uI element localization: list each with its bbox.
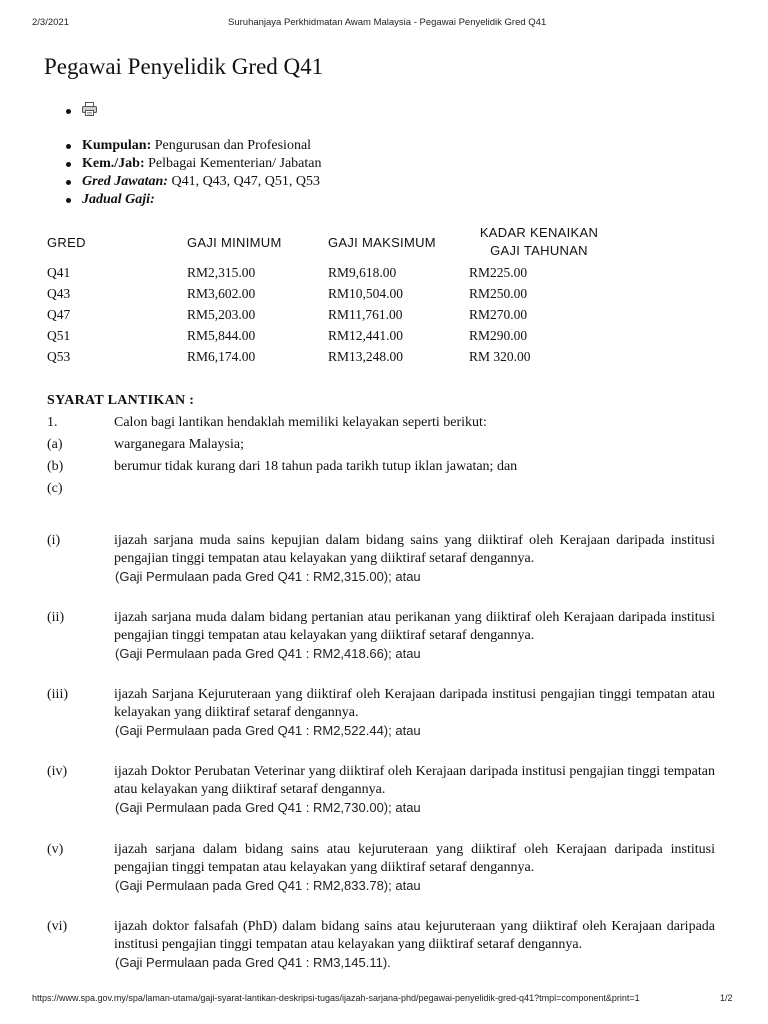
header-gaji-minimum: GAJI MINIMUM xyxy=(187,234,282,250)
cell-gred: Q43 xyxy=(47,285,71,301)
qual-text: ijazah Doktor Perubatan Veterinar yang diiktiraf oleh Kerajaan daripada institusi pengajian tinggi tempatan atau kelayakan yang diiktiraf setaraf dengannya. xyxy=(114,764,715,797)
meta-kementerian xyxy=(64,155,321,173)
table-row xyxy=(44,304,612,325)
meta-gred xyxy=(64,173,321,191)
qualification-iii xyxy=(47,686,715,740)
table-row xyxy=(44,346,612,367)
cell-max: RM11,761.00 xyxy=(328,306,403,322)
meta-list xyxy=(64,137,321,209)
qual-label: (vi) xyxy=(47,919,68,934)
table-row xyxy=(44,283,612,304)
meta-value: Pelbagai Kementerian/ Jabatan xyxy=(148,156,322,171)
qualification-i xyxy=(47,532,715,586)
cell-max: RM13,248.00 xyxy=(328,348,404,364)
qual-text: ijazah doktor falsafah (PhD) dalam bidang sains atau kejuruteraan yang diiktiraf oleh Kerajaan daripada institusi pengajian tinggi tempatan atau kelayakan yang diiktiraf setaraf dengannya. xyxy=(114,919,715,952)
qual-salary: (Gaji Permulaan pada Gred Q41 : RM2,833.78); atau xyxy=(115,878,421,893)
cell-min: RM6,174.00 xyxy=(187,348,256,364)
qual-text: ijazah sarjana muda dalam bidang pertanian atau perikanan yang diiktiraf oleh Kerajaan daripada institusi pengajian tinggi tempatan atau kelayakan yang diiktiraf setaraf dengannya. xyxy=(114,610,715,643)
cell-kenaikan: RM270.00 xyxy=(469,306,528,322)
cell-kenaikan: RM225.00 xyxy=(469,264,528,280)
cell-gred: Q47 xyxy=(47,306,71,322)
qual-salary: (Gaji Permulaan pada Gred Q41 : RM2,418.66); atau xyxy=(115,646,421,661)
header-kadar-line2: GAJI TAHUNAN xyxy=(490,243,588,258)
salary-table xyxy=(44,222,612,367)
print-header-title: Suruhanjaya Perkhidmatan Awam Malaysia - Pegawai Penyelidik Gred Q41 xyxy=(228,17,547,28)
print-page-number: 1/2 xyxy=(720,993,733,1003)
meta-label: Kumpulan: xyxy=(82,138,152,153)
meta-label: Kem./Jab: xyxy=(82,156,145,171)
syarat-title: SYARAT LANTIKAN : xyxy=(47,393,195,408)
qual-label: (iii) xyxy=(47,687,68,702)
qual-label: (ii) xyxy=(47,610,65,625)
cell-gred: Q53 xyxy=(47,348,71,364)
cell-max: RM12,441.00 xyxy=(328,327,404,343)
meta-label: Gred Jawatan: xyxy=(82,174,168,189)
qual-salary: (Gaji Permulaan pada Gred Q41 : RM3,145.11). xyxy=(115,955,391,970)
print-list xyxy=(64,102,97,120)
cell-gred: Q41 xyxy=(47,264,71,280)
table-row xyxy=(44,325,612,346)
item-label: 1. xyxy=(47,415,58,430)
qualification-ii xyxy=(47,609,715,663)
header-gaji-maksimum: GAJI MAKSIMUM xyxy=(328,234,436,250)
item-label: (b) xyxy=(47,459,64,474)
qualification-vi xyxy=(47,918,715,972)
qualification-iv xyxy=(47,763,715,817)
print-item xyxy=(64,102,97,120)
item-label: (a) xyxy=(47,437,63,452)
qualification-v xyxy=(47,841,715,895)
cell-kenaikan: RM 320.00 xyxy=(469,348,531,364)
printer-icon[interactable] xyxy=(82,102,97,116)
qual-salary: (Gaji Permulaan pada Gred Q41 : RM2,522.44); atau xyxy=(115,723,421,738)
qual-text: ijazah Sarjana Kejuruteraan yang diiktiraf oleh Kerajaan daripada institusi pengajian tinggi tempatan atau kelayakan yang diiktiraf setaraf dengannya. xyxy=(114,687,715,720)
item-text: berumur tidak kurang dari 18 tahun pada tarikh tutup iklan jawatan; dan xyxy=(114,459,518,474)
header-kadar-line1: KADAR KENAIKAN xyxy=(479,225,599,240)
cell-max: RM9,618.00 xyxy=(328,264,397,280)
meta-value: Pengurusan dan Profesional xyxy=(154,138,312,153)
print-date: 2/3/2021 xyxy=(32,17,69,28)
table-row xyxy=(44,262,612,283)
cell-gred: Q51 xyxy=(47,327,71,343)
cell-min: RM3,602.00 xyxy=(187,285,256,301)
meta-kumpulan xyxy=(64,137,321,155)
meta-jadual xyxy=(64,191,321,209)
qual-text: ijazah sarjana dalam bidang sains atau kejuruteraan yang diiktiraf oleh Kerajaan daripada institusi pengajian tinggi tempatan atau kelayakan yang diiktiraf setaraf dengannya. xyxy=(114,842,715,875)
item-text: Calon bagi lantikan hendaklah memiliki kelayakan seperti berikut: xyxy=(114,415,487,430)
qual-salary: (Gaji Permulaan pada Gred Q41 : RM2,730.00); atau xyxy=(115,800,421,815)
qual-label: (i) xyxy=(47,533,61,548)
meta-value: Q41, Q43, Q47, Q51, Q53 xyxy=(171,174,321,189)
qual-salary: (Gaji Permulaan pada Gred Q41 : RM2,315.00); atau xyxy=(115,569,421,584)
cell-max: RM10,504.00 xyxy=(328,285,404,301)
header-kadar-kenaikan xyxy=(466,222,612,262)
table-header-row xyxy=(44,222,612,262)
item-label: (c) xyxy=(47,481,63,496)
qual-text: ijazah sarjana muda sains kepujian dalam bidang sains yang diiktiraf oleh Kerajaan daripada institusi pengajian tinggi tempatan atau kelayakan yang diiktiraf setaraf dengannya. xyxy=(114,533,715,566)
header-gred: GRED xyxy=(47,234,86,250)
meta-label: Jadual Gaji: xyxy=(82,192,155,207)
page-title: Pegawai Penyelidik Gred Q41 xyxy=(44,54,324,79)
cell-kenaikan: RM250.00 xyxy=(469,285,528,301)
print-footer-url: https://www.spa.gov.my/spa/laman-utama/gaji-syarat-lantikan-deskripsi-tugas/ijazah-sarjana-phd/pegawai-penyelidik-gred-q41?tmpl=component&print=1 xyxy=(32,993,640,1003)
qual-label: (iv) xyxy=(47,764,68,779)
cell-min: RM5,844.00 xyxy=(187,327,256,343)
cell-min: RM2,315.00 xyxy=(187,264,256,280)
cell-min: RM5,203.00 xyxy=(187,306,256,322)
qual-label: (v) xyxy=(47,842,64,857)
item-text: warganegara Malaysia; xyxy=(114,437,244,452)
cell-kenaikan: RM290.00 xyxy=(469,327,528,343)
